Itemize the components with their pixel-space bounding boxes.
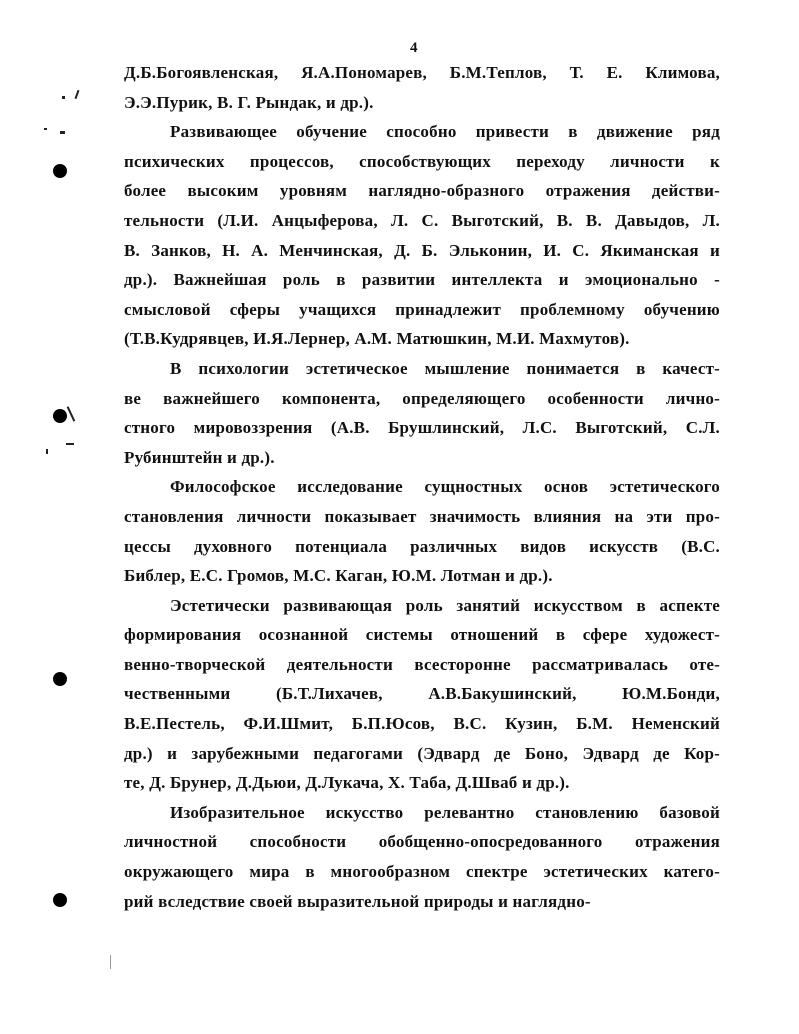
text-line: Э.Э.Пурик, В. Г. Рындак, и др.). <box>124 92 374 112</box>
punch-hole-mark <box>53 164 67 178</box>
text-line: психических процессов, способствующих переходу личности к <box>124 151 720 171</box>
text-line: В. Занков, Н. А. Менчинская, Д. Б. Эльконин, И. С. Якиманская и <box>124 240 720 260</box>
text-line: Библер, Е.С. Громов, М.С. Каган, Ю.М. Лотман и др.). <box>124 566 553 586</box>
text-line: окружающего мира в многообразном спектре эстетических катего- <box>124 862 720 882</box>
scan-speck <box>66 443 74 445</box>
text-line: рий вследствие своей выразительной природы и наглядно- <box>124 891 591 911</box>
punch-hole-mark <box>53 409 67 423</box>
scan-speck <box>60 131 65 134</box>
scan-speck <box>46 449 48 454</box>
punch-hole-mark <box>53 672 67 686</box>
text-line: чественными (Б.Т.Лихачев, А.В.Бакушинский, Ю.М.Бонди, <box>124 684 720 704</box>
scan-speck <box>75 90 80 99</box>
paragraph-start-line: Развивающее обучение способно привести в движение ряд <box>170 122 720 142</box>
text-line: Д.Б.Богоявленская, Я.А.Пономарев, Б.М.Теплов, Т. Е. Климова, <box>124 63 720 82</box>
text-line: становления личности показывает значимость влияния на эти про- <box>124 506 720 526</box>
punch-hole-mark <box>53 893 67 907</box>
text-line: (Т.В.Кудрявцев, И.Я.Лернер, А.М. Матюшкин, М.И. Махмутов). <box>124 329 630 349</box>
text-line: В.Е.Пестель, Ф.И.Шмит, Б.П.Юсов, В.С. Кузин, Б.М. Неменский <box>124 714 720 734</box>
text-line: цессы духовного потенциала различных видов искусств (В.С. <box>124 536 720 556</box>
text-line: Рубинштейн и др.). <box>124 447 275 467</box>
paragraph-start-line: В психологии эстетическое мышление понимается в качест- <box>170 358 720 378</box>
text-line: личностной способности обобщенно-опосредованного отражения <box>124 832 720 852</box>
text-line: др.) и зарубежными педагогами (Эдвард де Боно, Эдвард де Кор- <box>124 743 720 763</box>
document-body <box>124 58 720 916</box>
text-line: венно-творческой деятельности всесторонне рассматривалась оте- <box>124 654 720 674</box>
text-line: те, Д. Брунер, Д.Дьюи, Д.Лукача, Х. Таба, Д.Шваб и др.). <box>124 773 570 793</box>
paragraph-start-line: Изобразительное искусство релевантно становлению базовой <box>170 802 720 822</box>
text-line: ве важнейшего компонента, определяющего особенности лично- <box>124 388 720 408</box>
text-line: стного мировоззрения (А.В. Брушлинский, Л.С. Выготский, С.Л. <box>124 418 720 438</box>
text-line: более высоким уровням наглядно-образного отражения действи- <box>124 181 720 201</box>
text-line: смысловой сферы учащихся принадлежит проблемному обучению <box>124 299 720 319</box>
paragraph-start-line: Эстетически развивающая роль занятий искусством в аспекте <box>170 595 720 615</box>
scan-speck <box>44 128 47 130</box>
text-line: формирования осознанной системы отношений в сфере художест- <box>124 625 720 645</box>
text-line: др.). Важнейшая роль в развитии интеллекта и эмоционально - <box>124 270 720 290</box>
paragraph-start-line: Философское исследование сущностных основ эстетического <box>170 477 720 497</box>
scan-speck <box>110 955 111 969</box>
text-line: тельности (Л.И. Анцыферова, Л. С. Выготский, В. В. Давыдов, Л. <box>124 210 720 230</box>
scan-speck <box>67 406 75 421</box>
scan-speck <box>62 96 65 99</box>
page-number: 4 <box>410 40 418 56</box>
